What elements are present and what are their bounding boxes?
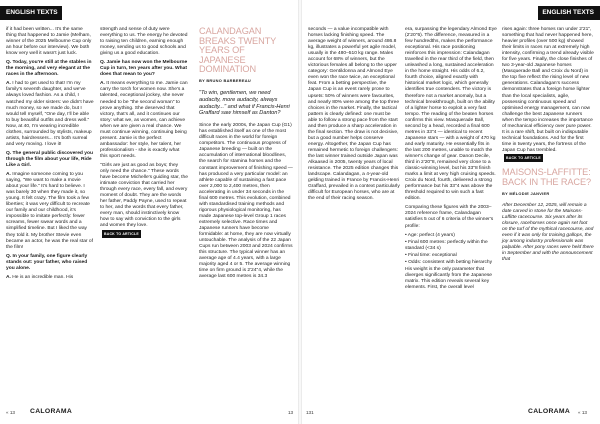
article2-byline: BY MÉLODIE JANVIER [502,190,550,196]
article1-body: era, surpassing the legendary Almond Eye (2'20"6). The difference, measured in a few hundredths, makes the performance exceptional. His race positioning reinforces this impression: Calandagan travelled in the rear third of the field, then unleashed a long, sustained acceleration in the home straight. His odds of 6.2, fourth choice, aligned exactly with historical market logic, which generally identifies true contenders. The victory is therefore not a market anomaly, but a technical breakthrough, built on the ability of a lighter horse to exploit a very fast tempo. The reading of the beaten horses confirms this view. Masquerade Ball, second by a head, recorded a final 600 metres in 33"4 — identical to recent Japanese stars — with a weight of 470 kg and early maturity. He essentially fits in the last 200 metres, unable to match the winner's change of gear. Danon Decile, third in 2'20"8, remained very close to a classic-winning level, but his 33"8 finish marks a limit at very high cruising speeds. Croix du Nord, fourth, delivered a strong performance but his 33"4 was above the threshold required to win such a fast edition. [405,27,497,202]
back-to-article-link[interactable]: BACK TO ARTICLE [102,230,141,238]
interview-column-2 [100,27,188,241]
left-folio: 13 [288,410,294,415]
right-brand: CALORAMA [528,408,571,415]
article1-body: Since the early 2000s, the Japan Cup (G1) has established itself as one of the most difficult races in the world for foreign competitors. The continuous progress of Japanese breeding — built on the accumulation of international bloodlines, the search for stamina horses and the constant improvement of finishing speed — has produced a very particular model: an athlete capable of sustaining a fast pace over 2,000 to 2,400 metres, then accelerating in under 34 seconds in the final 600 metres. This evolution, combined with standardised training methods and rigorous physiological monitoring, has made Japanese top-level Group 1 races extremely selective. Race times and Japanese runners have become formidable: at home, they are now virtually untouchable. The analysis of the 22 Japan Cups run between 2003 and 2024 confirms this structure. The typical winner has an average age of 4.4 years, with a large majority aged 4 or 5. The average winning time on firm ground is 2'24"4, while the average last 600 metres is 34.3 [199,123,293,280]
interview-answer: A. I had to get used to that! I'm my family's seventh daughter, and we've always loved fashion. As a child, I watched my older sisters: we didn't have much money, so we made do, but I would tell myself, "One day, I'll be able to buy beautiful outfits and dress well." Now, at 40, I'm wearing incredible clothes, surrounded by stylists, makeup artists, hairdressers... It's both surreal and very moving. I love it! [6,81,94,147]
article1-bullet-list [405,233,497,266]
right-page-number: « 13 [578,410,587,415]
article1-body: rises again: three horses ran under 2'21", something that had never happened here, heavier profiles (over 500 kg) showed their limits in races run at extremely high intensity, confirming a trend already visible for five years. Finally, the close finishes of two 3-year-old Japanese horses (Masquerade Ball and Croix du Nord) in the top five reflect the rising level of new generations. Calandagan's success demonstrates that a foreign horse lighter than the local specialists, agile, possessing continuous speed and optimised energy management, can now challenge the best Japanese runners when the tempo increases the importance of mechanical efficiency over pure power. It is a rare shift, but built on indisputable technical foundations. And for the first time in twenty years, the fortress of the Japan Cup has trembled.BACK TO ARTICLE [502,27,594,162]
interview-answer: A. He is an incredible man. His [6,274,74,280]
article2-title: MAISONS-LAFFITTE: BACK IN THE RACE? [502,167,592,187]
article1-byline: BY BRUNO BARBEREAU [199,77,252,83]
article1-column-3 [308,27,400,205]
back-to-article-link[interactable]: BACK TO ARTICLE [504,154,543,162]
article1-title: CALANDAGAN BREAKS TWENTY YEARS OF JAPANESE DOMINATION [199,26,276,75]
left-page [0,0,298,424]
bullet-item: • Final 600 metres: perfectly within the standard (<34 s) [405,239,488,251]
article1-body: His weight is the only parameter that diverges significantly from the Japanese matrix. This edition reveals several key elements. First, the overall level [405,266,492,290]
left-page-number: « 13 [6,410,15,415]
interview-text: if it had been written... It's the same thing that happened to Jamie (Melham, winner of the 2025 Melbourne Cup only an hour before our interview). We both know very well it wasn't just luck. [6,27,92,57]
right-page [302,0,600,424]
right-header-band [538,6,600,20]
interview-answer: A. It means everything to me. Jamie can carry the torch for women now. She's a talented, exceptional jockey, she never needed to be "the second woman" to prove anything. She deserved that victory, that's all, and it continues our story: what we, as women, can achieve when we are given a real chance. We must continue winning, continuing being present. Jamie is the perfect ambassador: her style, her talent, her professionalism - she is exactly what this sport needs. [100,81,188,159]
left-header-band [0,6,62,20]
article1-intro-column [199,27,293,283]
left-section-label: ENGLISH TEXTS [6,9,58,16]
article1-body: seconds — a value incompatible with horses lacking finishing speed. The average weight of winners, around 486.8 kg, illustrates a powerful yet agile model, usually in the 480–510 kg range. Males account for 68% of winners, but the victorious females all belong to the upper category: Gentildonna and Almond Eye even won the race twice, an exceptional feat. From a betting perspective, the Japan Cup is an event rarely prone to upsets: 50% of winners were favourites, and nearly 80% were among the top three choices in the market. Finally, the tactical pattern is clearly defined: one must be able to follow a strong pace from the start and then produce a sharp acceleration in the final section. The draw is not decisive, but a good number helps conserve energy. Altogether, the Japan Cup has remained hermetic to foreign challengers: the last winner trained outside Japan was Alkaased in 2005, twenty years of local resistance. The 2025 edition changes this landscape. Calandagan, a 4-year-old gelding trained in France by Francis-Henri Graffard, prevailed in a context particularly difficult for European horses, who are at the end of their racing season. [308,27,400,202]
right-section-label: ENGLISH TEXTS [542,9,594,16]
article1-column-4 [405,27,497,294]
article1-pull-quote: "To win, gentlemen, we need audacity, more audacity, always audacity..." and what if Francis-Henri Graffard saw himself as Danton? [199,90,290,117]
right-folio: 131 [306,410,314,415]
interview-answer: A. Imagine someone coming to you saying, "We want to make a movie about your life." It's hard to believe. I was barely 30 when they made it, so young. It felt crazy. The film took a few liberties; it was very difficult to recreate our family and our childhood, it's impossible to imitate perfectly: fewer screams, fewer swear words and a simplified timeline. But I liked the way they told it. My brother Stevie even became an actor, he was the real star of the film! [6,172,93,250]
interview-question: Q. Jamie has now won the Melbourne Cup in turn, ten years after you. What does that mean to you? [100,60,188,78]
article1-column-5 [502,27,594,266]
bullet-item: • Final time: exceptional [405,252,457,258]
bullet-item: • Age: perfect (4 years) [405,232,455,238]
left-brand: CALORAMA [30,408,73,415]
article2-lead: After December 12, 2025, will remain a date carved in stone for the Maisons-Laffitte racecourse. Six years after its closure, racehorses once again set foot on the turf of the mythical racecourse, and even if it was only for training gallops, the joy among industry professionals was palpable. After pony races were held there in September and with the announcement that [502,202,594,263]
article1-bullets-intro: Comparing these figures with the 2003–2024 reference frame, Calandagan satisfies 5 out of 6 criteria of the winner's profile: [405,205,494,229]
interview-question: Q. Today, you're still at the stables in the morning, and very elegant at the races in the afternoon. [6,60,92,78]
bullet-item: • Odds: consistent with betting hierarchy [405,259,493,265]
interview-text: "Girls are just as good as boys; they only need the chance." These words have become Michelle's guiding star, the intimate conviction that carried her through every race, every fall, and every moment of doubt. They are the words her father, Paddy Payne, used to repeat to her, and the words that every father, every man, should instinctively know how to say with conviction to the girls and women they love.BACK TO ARTICLE [100,163,188,238]
interview-question: Q. In your family, one figure clearly stands out: your father, who raised you alone. [6,253,88,271]
interview-text: strength and sense of duty were everything to us. The energy he devoted to raising ten children, earning enough money, sending us to good schools and giving us a good education. [100,27,188,57]
interview-column-1 [6,27,94,284]
interview-question: Q. The general public discovered you through the film about your life, Ride Like a Girl. [6,150,93,168]
